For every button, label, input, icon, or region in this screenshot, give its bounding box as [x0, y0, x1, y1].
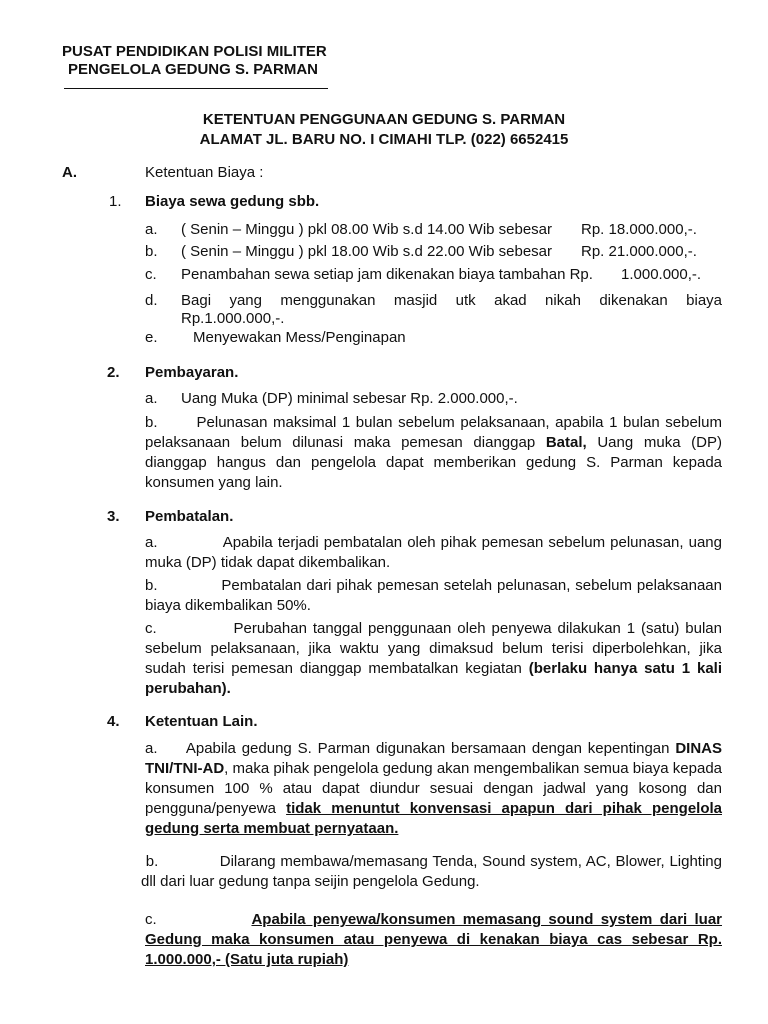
s2-b-batal: Batal, [545, 434, 587, 451]
s1-a-letter: a. [145, 221, 158, 238]
s1-c-letter: c. [145, 266, 157, 283]
s4-a-dinas: DINAS TNI/TNI-AD [145, 740, 723, 777]
doc-address: ALAMAT JL. BARU NO. I CIMAHI TLP. (022) 6652415 [199, 131, 569, 148]
org-line-2: PENGELOLA GEDUNG S. PARMAN [68, 61, 319, 78]
s4-a-text-1: Apabila gedung S. Parman digunakan bersamaan dengan kepentingan [185, 740, 670, 757]
s3-b-paragraph [145, 576, 722, 616]
s1-a-text: ( Senin – Minggu ) pkl 08.00 Wib s.d 14.00 Wib sebesar [181, 221, 553, 238]
s3-a-paragraph [145, 533, 722, 573]
doc-title: KETENTUAN PENGGUNAAN GEDUNG S. PARMAN [202, 111, 566, 128]
s4-number: 4. [107, 713, 120, 730]
s2-b-paragraph [145, 413, 722, 493]
s4-a-bold-underlined: tidak menuntut konvensasi apapun dari pihak pengelola gedung serta membuat pernyataan. [145, 800, 722, 837]
s2-heading: Pembayaran. [145, 364, 239, 381]
s1-b-letter: b. [145, 243, 158, 260]
s3-c-paragraph [145, 619, 722, 699]
s2-a-text: Uang Muka (DP) minimal sebesar Rp. 2.000.000,-. [181, 390, 518, 407]
s4-a-text-2: , maka pihak pengelola gedung akan mengembalikan semua biaya kepada konsumen 100 % atau dapat diundur sesuai dengan jadwal yang kosong dan pengguna/penyewa [145, 760, 722, 817]
s1-e-text: Menyewakan Mess/Penginapan [193, 329, 406, 346]
s1-c-text: Penambahan sewa setiap jam dikenakan biaya tambahan Rp. [181, 266, 593, 283]
s1-c-amount: 1.000.000,-. [621, 266, 702, 283]
s4-c-bold-underlined: Apabila penyewa/konsumen memasang sound system dari luar Gedung maka konsumen atau penyewa di kenakan biaya cas sebesar Rp. 1.000.000,- (Satu juta rupiah) [145, 911, 722, 968]
s1-d-letter: d. [145, 292, 158, 309]
s4-c-paragraph [145, 910, 722, 970]
s3-heading: Pembatalan. [145, 508, 234, 525]
s4-b-text: Dilarang membawa/memasang Tenda, Sound system, AC, Blower, Lighting dll dari luar gedung tanpa seijin pengelola Gedung. [141, 853, 722, 890]
s1-d-text-line2: Rp.1.000.000,-. [181, 310, 285, 327]
s3-a-text: Apabila terjadi pembatalan oleh pihak pemesan sebelum pelunasan, uang muka (DP) tidak dapat dikembalikan. [145, 534, 722, 571]
s3-b-letter: b. [145, 577, 158, 594]
s1-e-letter: e. [145, 329, 158, 346]
s3-b-text: Pembatalan dari pihak pemesan setelah pelunasan, sebelum pelaksanaan biaya dikembalikan 50%. [145, 577, 722, 614]
s1-heading: Biaya sewa gedung sbb. [145, 193, 320, 210]
s2-number: 2. [107, 364, 120, 381]
s4-b-paragraph [141, 852, 722, 892]
s1-number: 1. [109, 193, 122, 210]
s2-b-letter: b. [145, 414, 158, 431]
s3-c-bold: (berlaku hanya satu 1 kali perubahan). [145, 660, 722, 697]
s1-b-amount: Rp. 21.000.000,-. [581, 243, 697, 260]
s4-b-letter: b. [145, 853, 159, 870]
s4-heading: Ketentuan Lain. [145, 713, 258, 730]
s2-b-text-1: Pelunasan maksimal 1 bulan sebelum pelaksanaan, apabila 1 bulan sebelum pelaksanaan belum dilunasi maka pemesan dianggap [145, 414, 722, 451]
s4-a-letter: a. [145, 740, 158, 757]
s3-c-letter: c. [145, 620, 157, 637]
s1-a-amount: Rp. 18.000.000,-. [581, 221, 697, 238]
s1-d-text-line1: Bagi yang menggunakan masjid utk akad nikah dikenakan biaya [181, 292, 722, 309]
s2-b-text-2: Uang muka (DP) dianggap hangus dan pengelola dapat memberikan gedung S. Parman kepada konsumen yang lain. [145, 434, 723, 491]
s4-c-letter: c. [145, 911, 157, 928]
header-divider [64, 88, 328, 89]
section-a-label: A. [62, 164, 77, 181]
s1-b-text: ( Senin – Minggu ) pkl 18.00 Wib s.d 22.00 Wib sebesar [181, 243, 553, 260]
s2-a-letter: a. [145, 390, 158, 407]
s3-c-text: Perubahan tanggal penggunaan oleh penyewa dilakukan 1 (satu) bulan sebelum pelaksanaan, jika waktu yang dimaksud belum terisi diperbolehkan, jika sudah terisi pemesan dianggap membatalkan kegiatan [145, 620, 722, 677]
s3-a-letter: a. [145, 534, 158, 551]
org-line-1: PUSAT PENDIDIKAN POLISI MILITER [62, 43, 327, 60]
s3-number: 3. [107, 508, 120, 525]
section-a-heading: Ketentuan Biaya : [145, 164, 264, 181]
s4-a-paragraph [145, 739, 722, 839]
